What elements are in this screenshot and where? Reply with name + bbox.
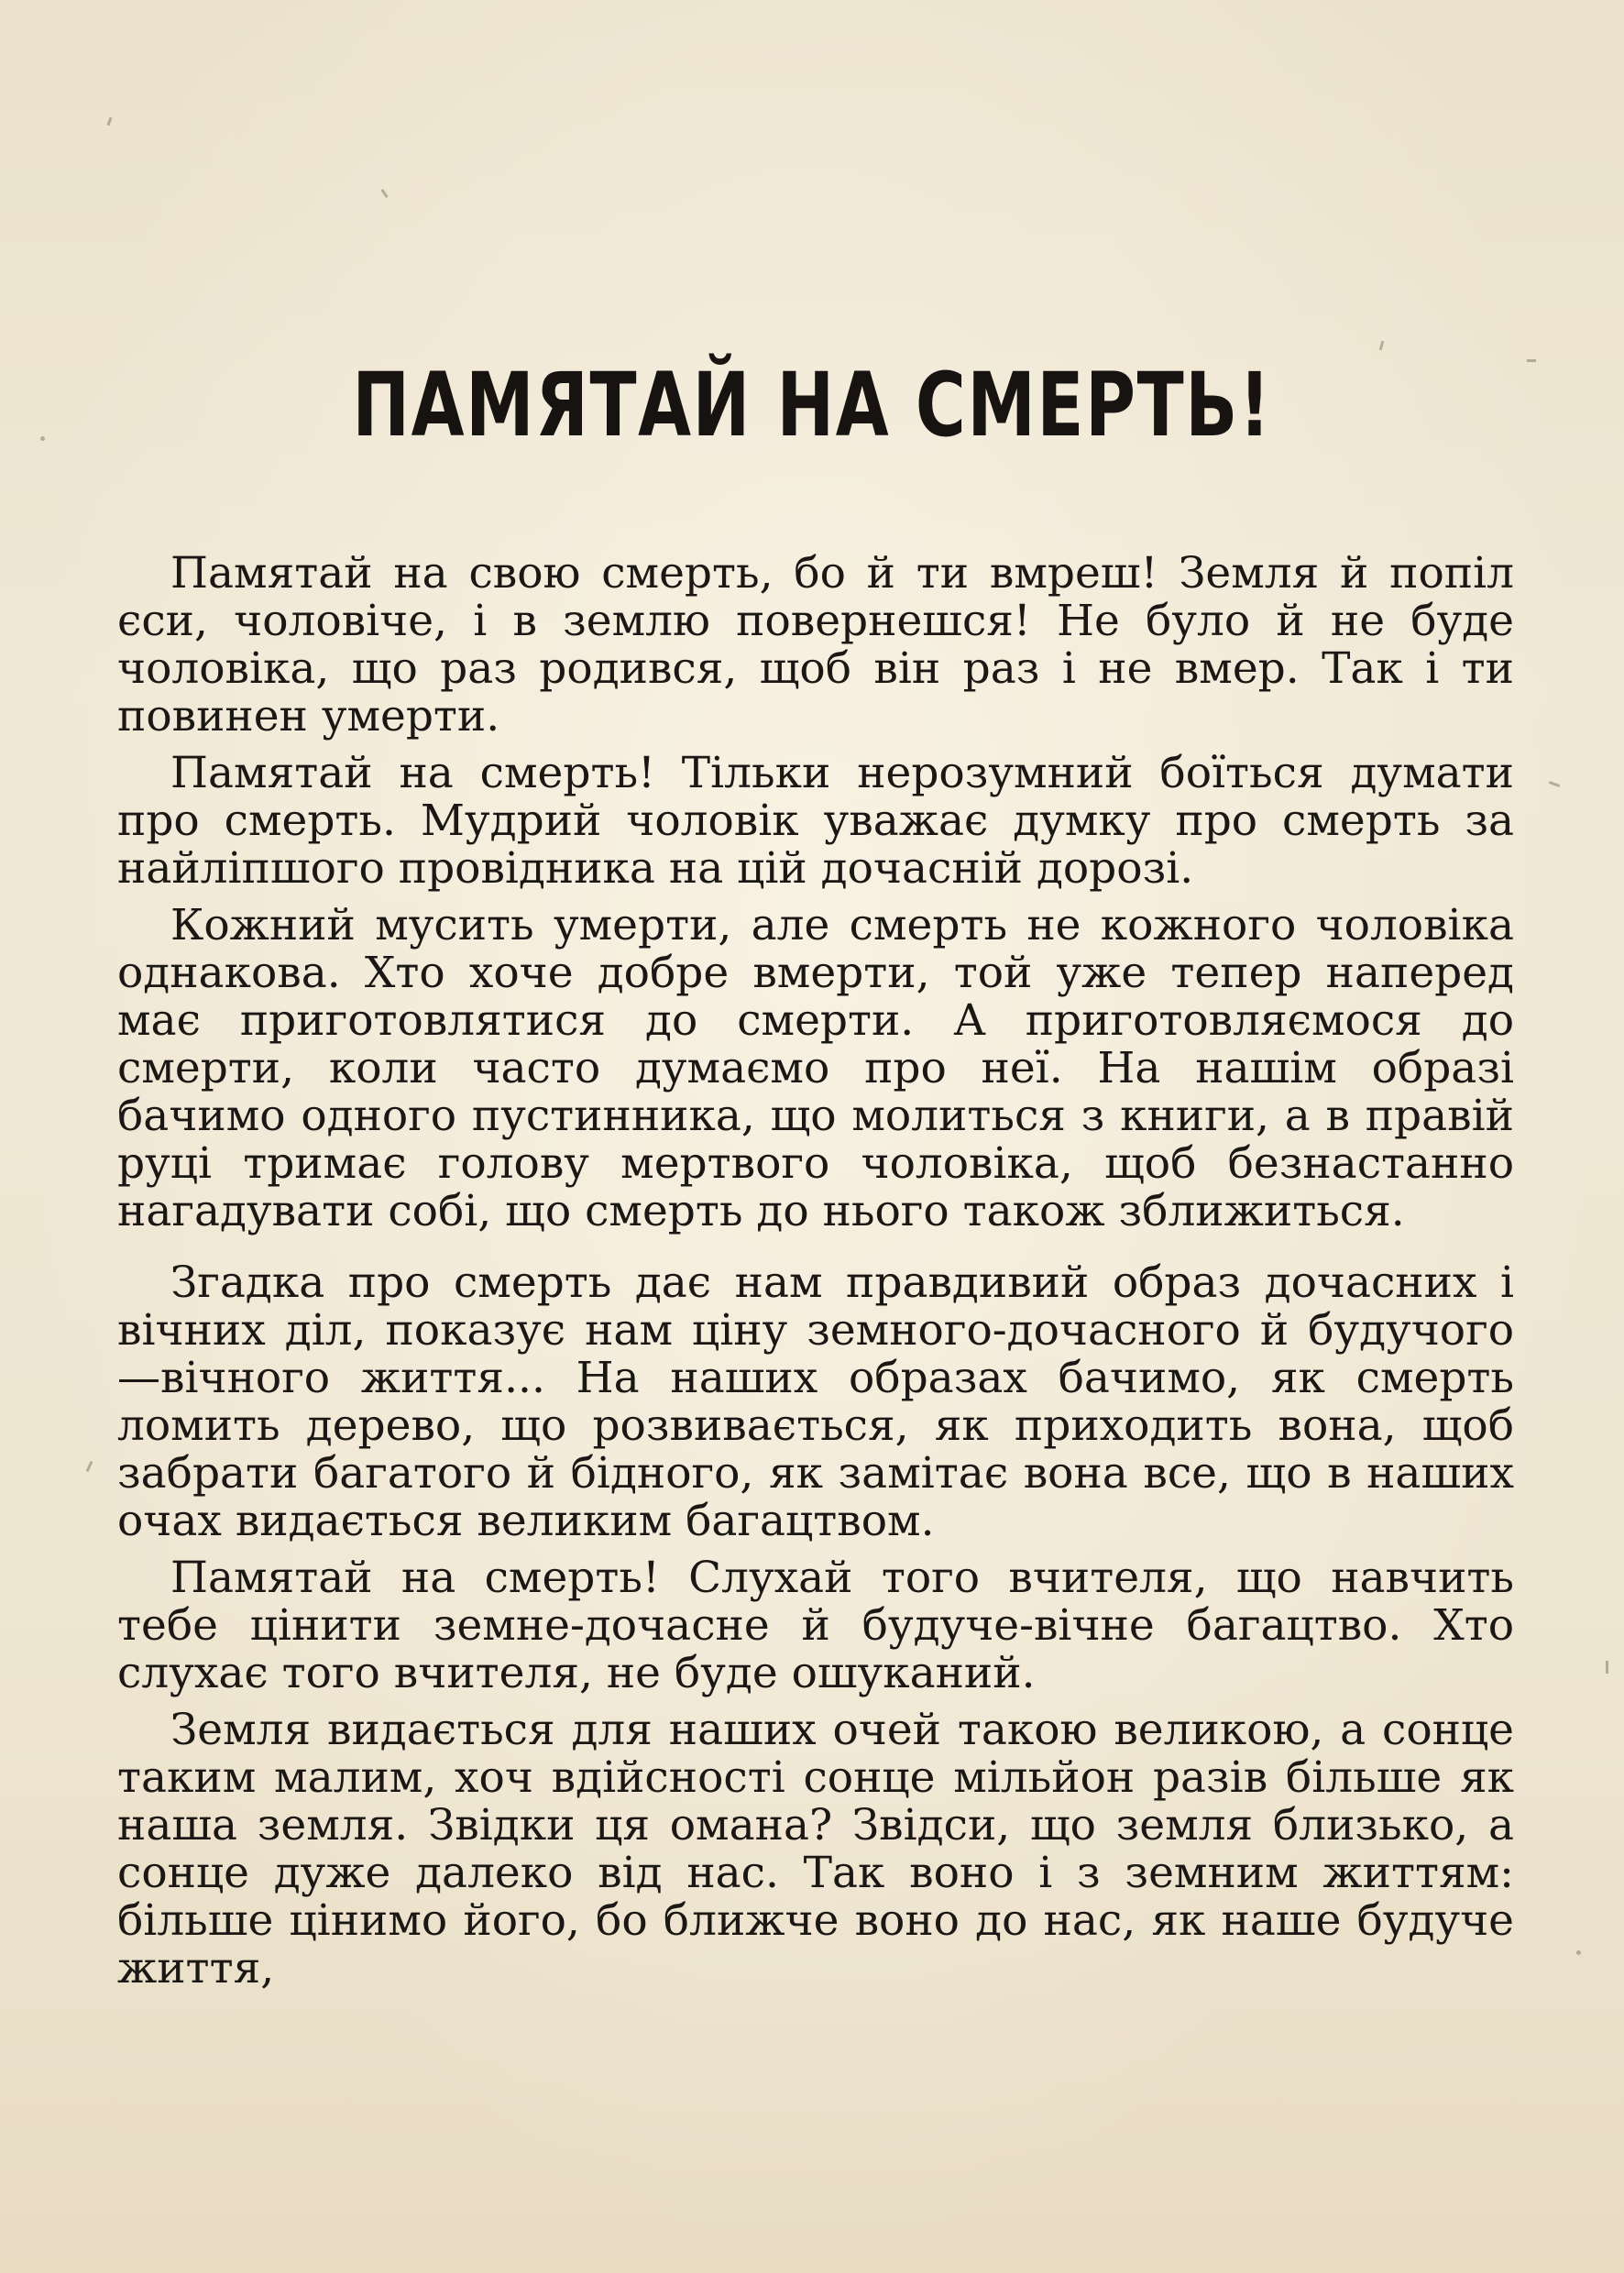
- paper-speck: [86, 1461, 93, 1472]
- body-text: [117, 550, 1514, 1993]
- paragraph-3: Кожний мусить умерти, але смерть не кожного чоловіка однакова. Хто хоче добре вмерти, той уже тепер наперед має приготовлятися до смерти. А приготовляємося до смерти, коли часто думаємо про неї. На нашім образі бачимо одного пустинника, що молиться з книги, а в правій руці тримає голову мертвого чоловіка, щоб безнастанно нагадувати собі, що смерть до нього також зближиться.: [117, 900, 1514, 1236]
- paper-speck: [1549, 781, 1560, 787]
- paragraph-5: Памятай на смерть! Слухай того вчителя, що навчить тебе цінити земне-дочасне й будуче-вічне багацтво. Хто слухає того вчителя, не буде ошуканий.: [117, 1553, 1514, 1698]
- paragraph-6: Земля видається для наших очей такою великою, а сонце таким малим, хоч вдійсності сонце мільйон разів більше як наша земля. Звідки ця омана? Звідси, що земля близько, а сонце дуже далеко від нас. Так воно і з земним життям: більше цінимо його, бо ближче воно до нас, як наше будуче життя,: [117, 1705, 1514, 1993]
- page-title: ПАМЯТАЙ НА СМЕРТЬ!: [352, 354, 1272, 456]
- paper-speck: [1379, 341, 1384, 350]
- paper-speck: [1527, 359, 1536, 362]
- paper-speck: [380, 189, 388, 198]
- paper-speck: [1606, 1661, 1608, 1674]
- paper-speck: [107, 117, 113, 126]
- paragraph-4: Згадка про смерть дає нам правдивий образ дочасних і вічних діл, показує нам ціну земного-дочасного й будучого—вічного життя... На наших образах бачимо, як смерть ломить дерево, що розвивається, як приходить вона, щоб забрати багатого й бідного, як замітає вона все, що в наших очах видається великим багацтвом.: [117, 1257, 1514, 1546]
- paragraph-2: Памятай на смерть! Тільки нерозумний боїться думати про смерть. Мудрий чоловік уважає думку про смерть за найліпшого провідника на цій дочасній дорозі.: [117, 748, 1514, 894]
- paper-speck: [40, 436, 45, 441]
- paper-speck: [1576, 1950, 1581, 1955]
- paragraph-1: Памятай на свою смерть, бо й ти вмреш! Земля й попіл єси, чоловіче, і в землю повернешся! Не було й не буде чоловіка, що раз родився, щоб він раз і не вмер. Так і ти повинен умерти.: [117, 548, 1514, 741]
